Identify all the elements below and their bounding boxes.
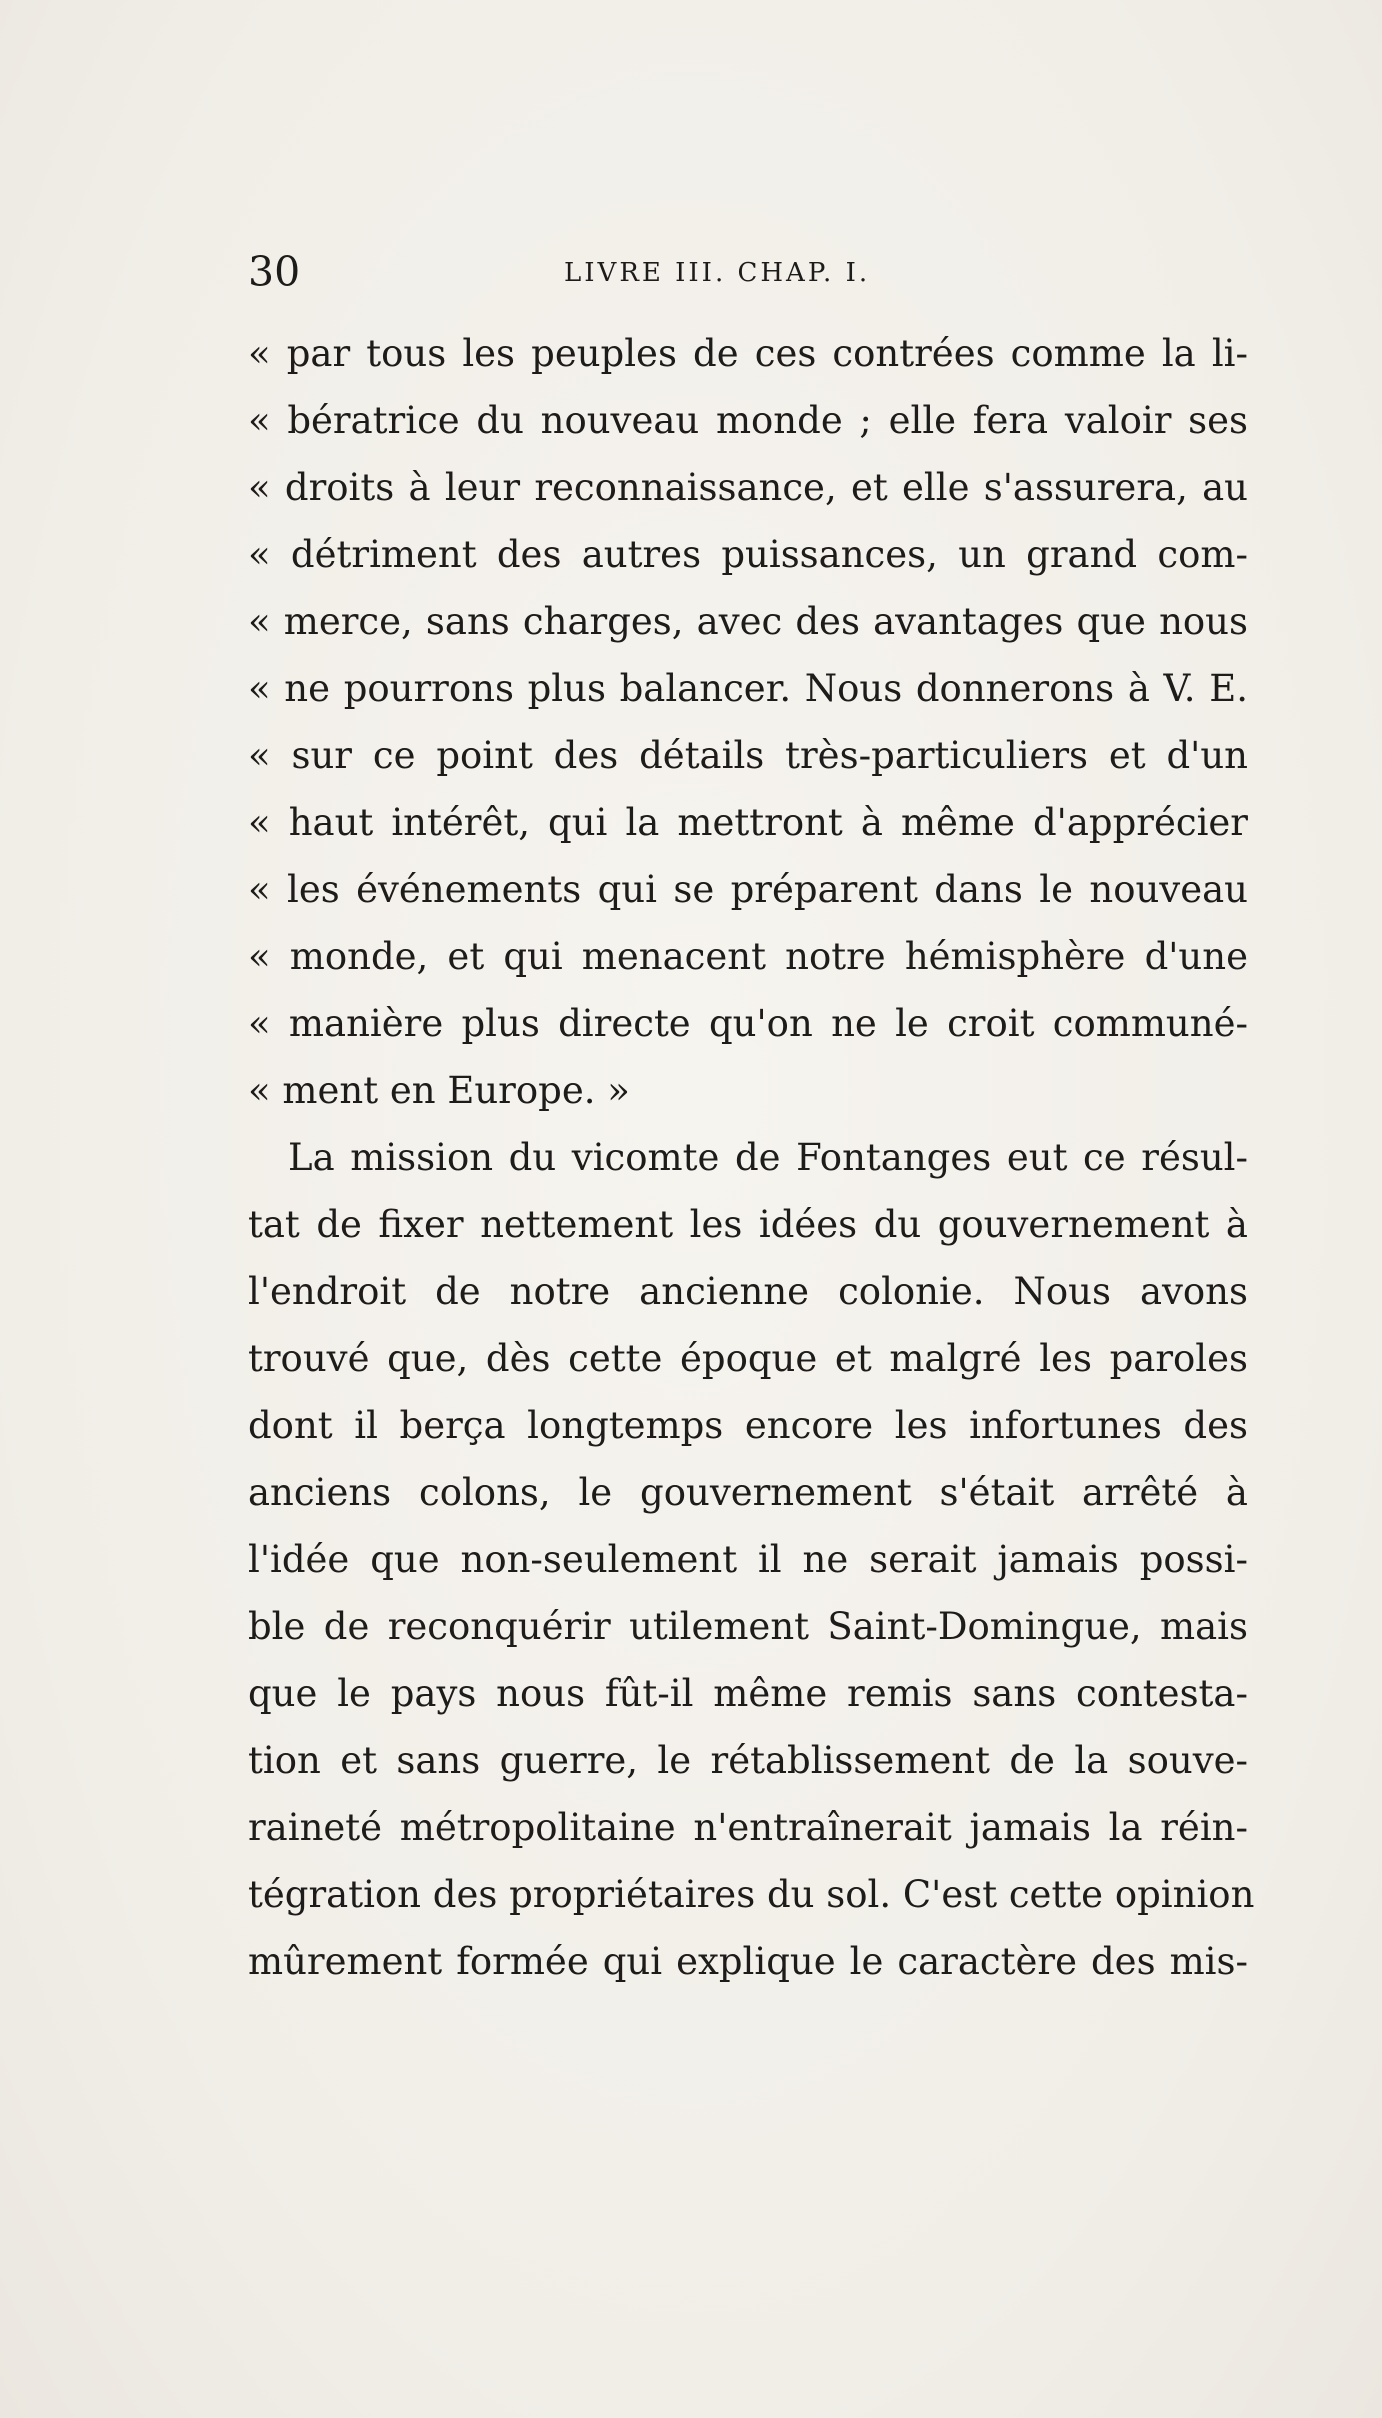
paragraph-line: l'endroit de notre ancienne colonie. Nous avons [248, 1270, 1248, 1313]
quote-line: « haut intérêt, qui la mettront à même d'apprécier [248, 801, 1248, 844]
quote-line: « monde, et qui menacent notre hémisphère d'une [248, 935, 1248, 978]
paragraph-line: dont il berça longtemps encore les infortunes des [248, 1404, 1248, 1447]
running-head: LIVRE III. CHAP. I. [564, 258, 871, 288]
paragraph-line: anciens colons, le gouvernement s'était arrêté à [248, 1471, 1248, 1514]
paragraph-line: tégration des propriétaires du sol. C'est cette opinion [248, 1873, 1255, 1916]
paragraph-line: ble de reconquérir utilement Saint-Domingue, mais [248, 1605, 1248, 1648]
body-text [248, 320, 1255, 1995]
page-header [248, 242, 1248, 302]
quote-line: « merce, sans charges, avec des avantages que nous [248, 600, 1248, 643]
paragraph-line: tat de fixer nettement les idées du gouvernement à [248, 1203, 1248, 1246]
quote-line: « ne pourrons plus balancer. Nous donnerons à V. E. [248, 667, 1248, 710]
paragraph-line: que le pays nous fût-il même remis sans contesta- [248, 1672, 1248, 1715]
paragraph-line: raineté métropolitaine n'entraînerait jamais la réin- [248, 1806, 1248, 1849]
quote-line: « droits à leur reconnaissance, et elle s'assurera, au [248, 466, 1248, 509]
quote-line: « ment en Europe. » [248, 1069, 630, 1112]
quote-line: « bératrice du nouveau monde ; elle fera valoir ses [248, 399, 1248, 442]
quotation [248, 320, 1248, 1124]
paragraph-line: tion et sans guerre, le rétablissement de la souve- [248, 1739, 1248, 1782]
quote-line: « par tous les peuples de ces contrées comme la li- [248, 332, 1248, 375]
paragraph-line: La mission du vicomte de Fontanges eut ce résul- [288, 1136, 1248, 1179]
paragraph-line: mûrement formée qui explique le caractère des mis- [248, 1940, 1248, 1983]
page-number: 30 [248, 248, 301, 296]
paragraph-line: trouvé que, dès cette époque et malgré les paroles [248, 1337, 1248, 1380]
quote-line: « les événements qui se préparent dans le nouveau [248, 868, 1248, 911]
quote-line: « manière plus directe qu'on ne le croit communé- [248, 1002, 1248, 1045]
paragraph [248, 1124, 1255, 1995]
paragraph-line: l'idée que non-seulement il ne serait jamais possi- [248, 1538, 1248, 1581]
quote-line: « sur ce point des détails très-particuliers et d'un [248, 734, 1248, 777]
quote-line: « détriment des autres puissances, un grand com- [248, 533, 1248, 576]
